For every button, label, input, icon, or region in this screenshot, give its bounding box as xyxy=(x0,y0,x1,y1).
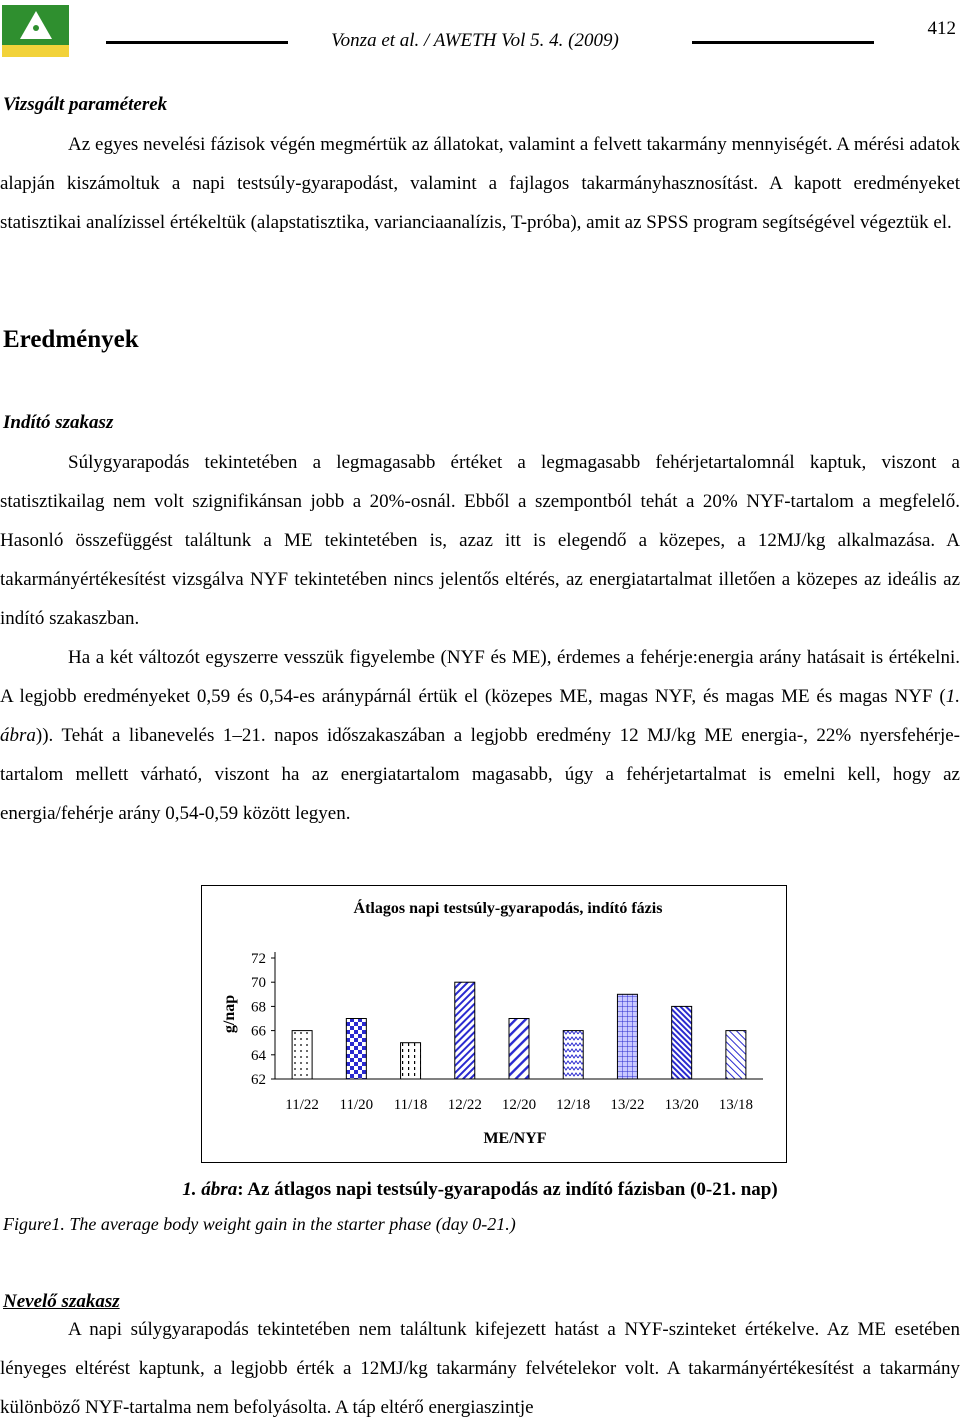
bar xyxy=(401,1043,421,1079)
bar xyxy=(455,982,475,1079)
x-tick-label: 11/20 xyxy=(339,1097,374,1113)
x-tick-label: 13/18 xyxy=(718,1097,753,1113)
x-tick-label: 12/20 xyxy=(501,1097,537,1113)
x-tick-label: 12/22 xyxy=(447,1097,482,1113)
section-heading-parameters: Vizsgált paraméterek xyxy=(3,94,168,115)
page-number: 412 xyxy=(927,18,956,39)
bar xyxy=(509,1019,529,1080)
paragraph-results-1: Súlygyarapodás tekintetében a legmagasabb értéket a legmagasabb fehérjetartalomnál kaptuk, viszont a statisztikailag nem volt szignifikánsan jobb a 20%-osnál. Ebből a szempontból tehát a 20% NYF-tartalom a megfelelő. Hasonló összefüggést találtunk a ME tekintetében is, azaz itt is elegendő a közepes, a 12MJ/kg alkalmazása. A takarmányértékesítést vizsgálva NYF tekintetében nincs jelentős eltérés, az energiatartalmat illetően a közepes az ideális az indító szakaszban. xyxy=(0,452,960,629)
bar xyxy=(292,1031,312,1079)
paragraph-results-2: Ha a két változót egyszerre vesszük figyelembe (NYF és ME), érdemes a fehérje:energia arány hatásait is értékelni. A legjobb eredményeket 0,59 és 0,54-es aránypárnál értük el (közepes ME, magas NYF, és magas ME és magas NYF (1. ábra)). Tehát a libanevelés 1–21. napos időszakaszában a legjobb eredmény 12 MJ/kg ME energia-, 22% nyersfehérje-tartalom mellett várható, viszont ha az energiatartalom magasabb, úgy a fehérjetartalmat is emelni kell, hogy az energia/fehérje arány 0,54-0,59 között legyen. xyxy=(0,647,960,824)
bar xyxy=(346,1019,366,1080)
paragraph-grower-phase: A napi súlygyarapodás tekintetében nem találtunk kifejezett hatást a NYF-szinteket értékelve. Az ME esetében lényeges eltérést kaptunk, a legjobb érték a 12MJ/kg takarmány felvételekor volt. A takarmányértékesítést a takarmány különböző NYF-tartalma nem befolyásolta. A táp eltérő energiaszintje xyxy=(0,1319,960,1418)
paragraph-parameters: Az egyes nevelési fázisok végén megmértük az állatokat, valamint a felvett takarmány mennyiségét. A mérési adatok alapján kiszámoltuk a napi testsúly-gyarapodást, valamint a fajlagos takarmányhasznosítást. A kapott eredményeket statisztikai analízissel értékeltük (alapstatisztika, varianciaanalízis, T-próba), amit az SPSS program segítségével végeztük el. xyxy=(0,134,960,233)
figure-chart xyxy=(201,885,787,1163)
journal-reference: Vonza et al. / AWETH Vol 5. 4. (2009) xyxy=(331,30,619,51)
section-heading-results: Eredmények xyxy=(3,326,139,353)
paragraph-results xyxy=(0,443,960,833)
chart-y-axis-label: g/nap xyxy=(221,994,238,1034)
subheading-grower-phase: Nevelő szakasz xyxy=(3,1291,120,1312)
y-tick-label: 62 xyxy=(251,1072,266,1088)
y-tick-label: 64 xyxy=(251,1047,266,1064)
x-tick-label: 13/20 xyxy=(664,1097,699,1113)
journal-logo xyxy=(2,5,69,57)
figure-reference: 1. ábra xyxy=(0,686,960,746)
bar xyxy=(672,1006,692,1079)
header-rule-right xyxy=(692,41,874,44)
bar xyxy=(617,994,637,1079)
y-tick-label: 72 xyxy=(251,951,266,967)
bar xyxy=(726,1031,746,1079)
y-tick-label: 66 xyxy=(251,1023,266,1040)
bar xyxy=(563,1031,583,1079)
bar-chart xyxy=(202,886,786,1162)
chart-title: Átlagos napi testsúly-gyarapodás, indító fázis xyxy=(353,900,663,917)
x-tick-label: 13/22 xyxy=(610,1097,645,1113)
chart-x-axis-label: ME/NYF xyxy=(483,1130,547,1147)
y-tick-label: 68 xyxy=(251,999,266,1016)
x-tick-label: 12/18 xyxy=(556,1097,591,1113)
x-tick-label: 11/18 xyxy=(393,1097,428,1113)
figure-caption: 1. ábra: Az átlagos napi testsúly-gyarapodás az indító fázisban (0-21. nap) xyxy=(182,1179,778,1200)
y-tick-label: 70 xyxy=(251,975,266,992)
subheading-starter-phase: Indító szakasz xyxy=(3,412,114,433)
figure-caption-english: Figure1. The average body weight gain in the starter phase (day 0-21.) xyxy=(3,1214,516,1234)
header-rule-left xyxy=(106,41,288,44)
x-tick-label: 11/22 xyxy=(285,1097,319,1113)
